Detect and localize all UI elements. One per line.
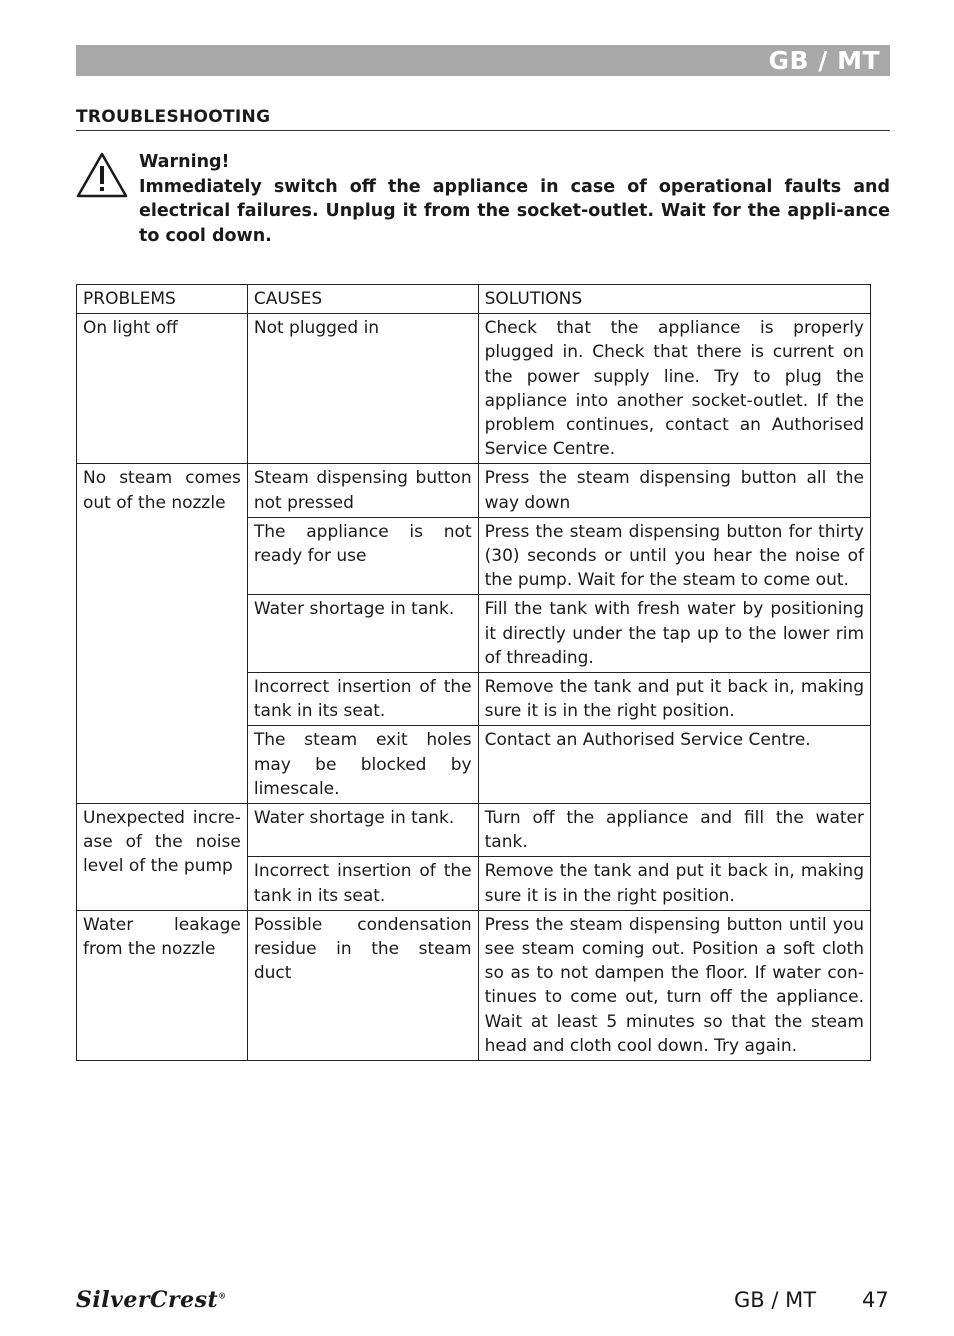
brand-logo <box>76 1287 227 1313</box>
warning-triangle-icon <box>76 152 128 198</box>
section-title: TROUBLESHOOTING <box>76 107 890 131</box>
table-row <box>77 804 871 857</box>
cause-cell: Incorrect insertion of the tank in its seat. <box>247 857 478 910</box>
troubleshooting-table <box>76 284 871 1061</box>
warning-text: Immediately switch off the appliance in case of operational faults and electrical failures. Unplug it from the socket-outlet. Wait for the appli-ance to cool down. <box>139 176 890 246</box>
header-problems: PROBLEMS <box>77 285 248 314</box>
warning-block <box>139 150 890 248</box>
solution-cell: Fill the tank with fresh water by positioning it directly under the tap up to the lower rim of threading. <box>478 595 870 673</box>
table-row <box>77 314 871 464</box>
cause-cell: Water shortage in tank. <box>247 804 478 857</box>
cause-cell: The steam exit holes may be blocked by limescale. <box>247 726 478 804</box>
header-title: GB / MT <box>768 46 880 75</box>
problem-cell: Water leakage from the nozzle <box>77 910 248 1060</box>
cause-cell: Possible condensation residue in the steam duct <box>247 910 478 1060</box>
page-number: 47 <box>862 1288 889 1312</box>
cause-cell: Incorrect insertion of the tank in its seat. <box>247 673 478 726</box>
header-bar <box>76 45 890 76</box>
table-row <box>77 464 871 517</box>
footer-language: GB / MT <box>734 1288 817 1312</box>
solution-cell: Remove the tank and put it back in, making sure it is in the right position. <box>478 857 870 910</box>
header-solutions: SOLUTIONS <box>478 285 870 314</box>
solution-cell: Press the steam dispensing button for thirty (30) seconds or until you hear the noise of the pump. Wait for the steam to come out. <box>478 517 870 595</box>
cause-cell: Water shortage in tank. <box>247 595 478 673</box>
table-row <box>77 910 871 1060</box>
header-causes: CAUSES <box>247 285 478 314</box>
problem-cell: No steam comes out of the nozzle <box>77 464 248 804</box>
brand-name: SilverCrest <box>76 1287 219 1313</box>
solution-cell: Check that the appliance is properly plugged in. Check that there is current on the power supply line. Try to plug the appliance into another socket-outlet. If the problem continues, contact an Authorised Service Centre. <box>478 314 870 464</box>
brand-mark: ® <box>218 1290 227 1301</box>
solution-cell: Turn off the appliance and fill the water tank. <box>478 804 870 857</box>
solution-cell: Remove the tank and put it back in, making sure it is in the right position. <box>478 673 870 726</box>
problem-cell: Unexpected incre-ase of the noise level of the pump <box>77 804 248 911</box>
cause-cell: Not plugged in <box>247 314 478 464</box>
cause-cell: The appliance is not ready for use <box>247 517 478 595</box>
cause-cell: Steam dispensing button not pressed <box>247 464 478 517</box>
solution-cell: Press the steam dispensing button until you see steam coming out. Position a soft cloth so as to not dampen the floor. If water con-tinues to come out, turn off the appliance. Wait at least 5 minutes so that the steam head and cloth cool down. Try again. <box>478 910 870 1060</box>
solution-cell: Contact an Authorised Service Centre. <box>478 726 870 804</box>
table-header-row <box>77 285 871 314</box>
warning-title: Warning! <box>139 152 230 172</box>
solution-cell: Press the steam dispensing button all the way down <box>478 464 870 517</box>
problem-cell: On light off <box>77 314 248 464</box>
